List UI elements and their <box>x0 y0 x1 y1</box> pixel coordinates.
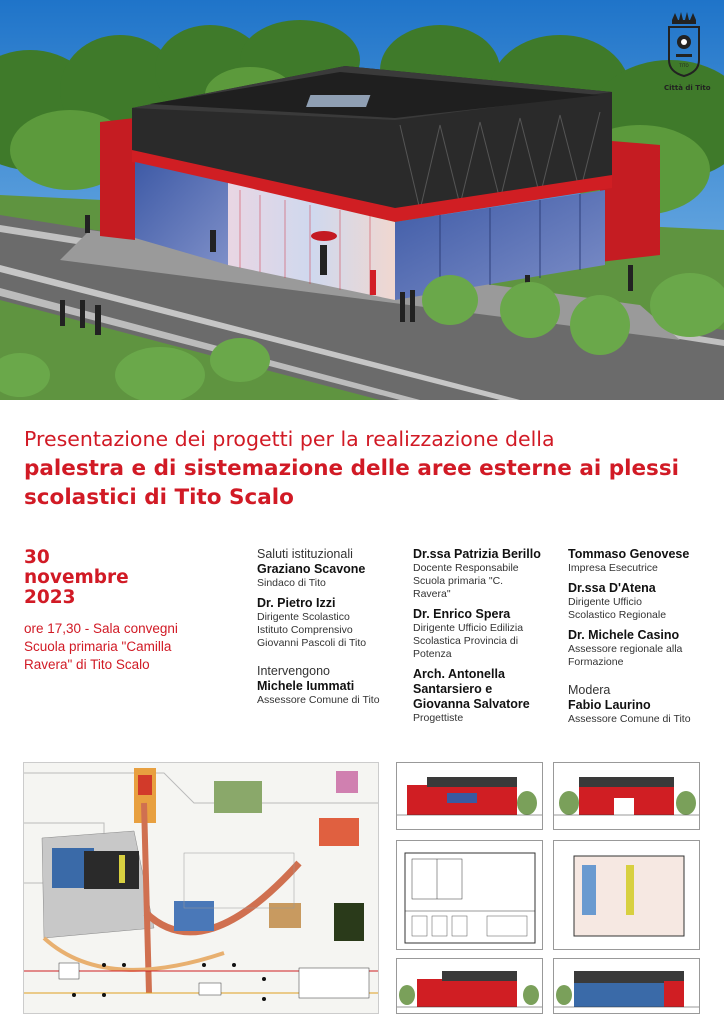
event-year: 2023 <box>24 587 76 608</box>
title-line-2: palestra e di sistemazione delle aree esterne ai plessi <box>24 456 680 481</box>
event-venue-line-2: Scuola primaria "Camilla <box>24 639 172 654</box>
drawing-sheet-elevation-4 <box>553 958 700 1014</box>
speaker-role: Assessore Comune di Tito <box>568 713 691 725</box>
section-heading-greetings: Saluti istituzionali <box>257 547 353 561</box>
speaker-datena <box>568 581 718 622</box>
title-line-3: scolastici di Tito Scalo <box>24 485 294 510</box>
city-logo <box>664 12 711 92</box>
speaker-role: Dirigente Ufficio Edilizia <box>413 622 524 634</box>
drawing-sheet-elevation-1 <box>396 762 543 830</box>
event-venue <box>24 620 244 674</box>
speaker-role: Sindaco di Tito <box>257 577 326 589</box>
speaker-role: Potenza <box>413 648 452 660</box>
speaker-name: Graziano Scavone <box>257 562 366 576</box>
crest-text: TITO <box>679 63 689 68</box>
drawing-sheet-elevation-2 <box>553 762 700 830</box>
speaker-name: Dr. Pietro Izzi <box>257 596 336 610</box>
event-month: novembre <box>24 567 129 588</box>
speaker-role: Assessore Comune di Tito <box>257 694 380 706</box>
speaker-designers <box>413 667 563 725</box>
speaker-laurino <box>568 698 718 726</box>
speaker-role: Assessore regionale alla <box>568 643 683 655</box>
speaker-name: Michele Iummati <box>257 679 355 693</box>
speaker-role: Impresa Esecutrice <box>568 562 658 574</box>
speaker-role: Progettiste <box>413 712 464 724</box>
speaker-role: Docente Responsabile <box>413 562 519 574</box>
speaker-name: Dr. Michele Casino <box>568 628 680 642</box>
speaker-izzi <box>257 596 407 650</box>
event-day: 30 <box>24 547 50 568</box>
event-venue-line-1: ore 17,30 - Sala convegni <box>24 621 178 636</box>
speaker-role: Giovanni Pascoli di Tito <box>257 637 367 649</box>
section-heading-moderator: Modera <box>568 683 611 697</box>
speaker-name: Santarsiero e <box>413 682 493 696</box>
speaker-name: Fabio Laurino <box>568 698 651 712</box>
speaker-name: Dr.ssa D'Atena <box>568 581 656 595</box>
speaker-role: Scolastica Provincia di <box>413 635 519 647</box>
program-column-1 <box>257 547 407 713</box>
speaker-role: Scuola primaria "C. <box>413 575 504 587</box>
speaker-genovese <box>568 547 718 575</box>
speaker-role: Dirigente Scolastico <box>257 611 350 623</box>
program-column-2 <box>413 547 563 731</box>
speaker-name: Giovanna Salvatore <box>413 697 530 711</box>
logo-caption: Città di Tito <box>664 84 711 92</box>
speaker-role: Ravera" <box>413 588 451 600</box>
crown-shield-icon <box>664 12 704 78</box>
speaker-spera <box>413 607 563 661</box>
drawing-sheet-elevation-3 <box>396 958 543 1014</box>
speaker-name: Dr.ssa Patrizia Berillo <box>413 547 541 561</box>
event-title <box>24 425 704 512</box>
title-line-1: Presentazione dei progetti per la realizzazione della <box>24 427 555 451</box>
drawing-sheet-floor-plan <box>396 840 543 950</box>
hero-rendering <box>0 0 724 400</box>
gym-rendering-illustration <box>0 0 724 400</box>
speaker-scavone <box>257 562 407 590</box>
speaker-role: Formazione <box>568 656 624 668</box>
speaker-berillo <box>413 547 563 601</box>
section-heading-speakers: Intervengono <box>257 664 330 678</box>
speaker-iummati <box>257 679 407 707</box>
site-plan-illustration <box>24 763 379 1014</box>
event-date-block <box>24 548 244 674</box>
site-plan-drawing <box>23 762 379 1014</box>
speaker-name: Arch. Antonella <box>413 667 505 681</box>
speaker-role: Dirigente Ufficio <box>568 596 642 608</box>
drawing-sheet-court-plan <box>553 840 700 950</box>
event-venue-line-3: Ravera" di Tito Scalo <box>24 657 150 672</box>
speaker-casino <box>568 628 718 669</box>
speaker-role: Scolastico Regionale <box>568 609 667 621</box>
speaker-name: Tommaso Genovese <box>568 547 690 561</box>
program-column-3 <box>568 547 718 732</box>
speaker-name: Dr. Enrico Spera <box>413 607 511 621</box>
speaker-role: Istituto Comprensivo <box>257 624 353 636</box>
